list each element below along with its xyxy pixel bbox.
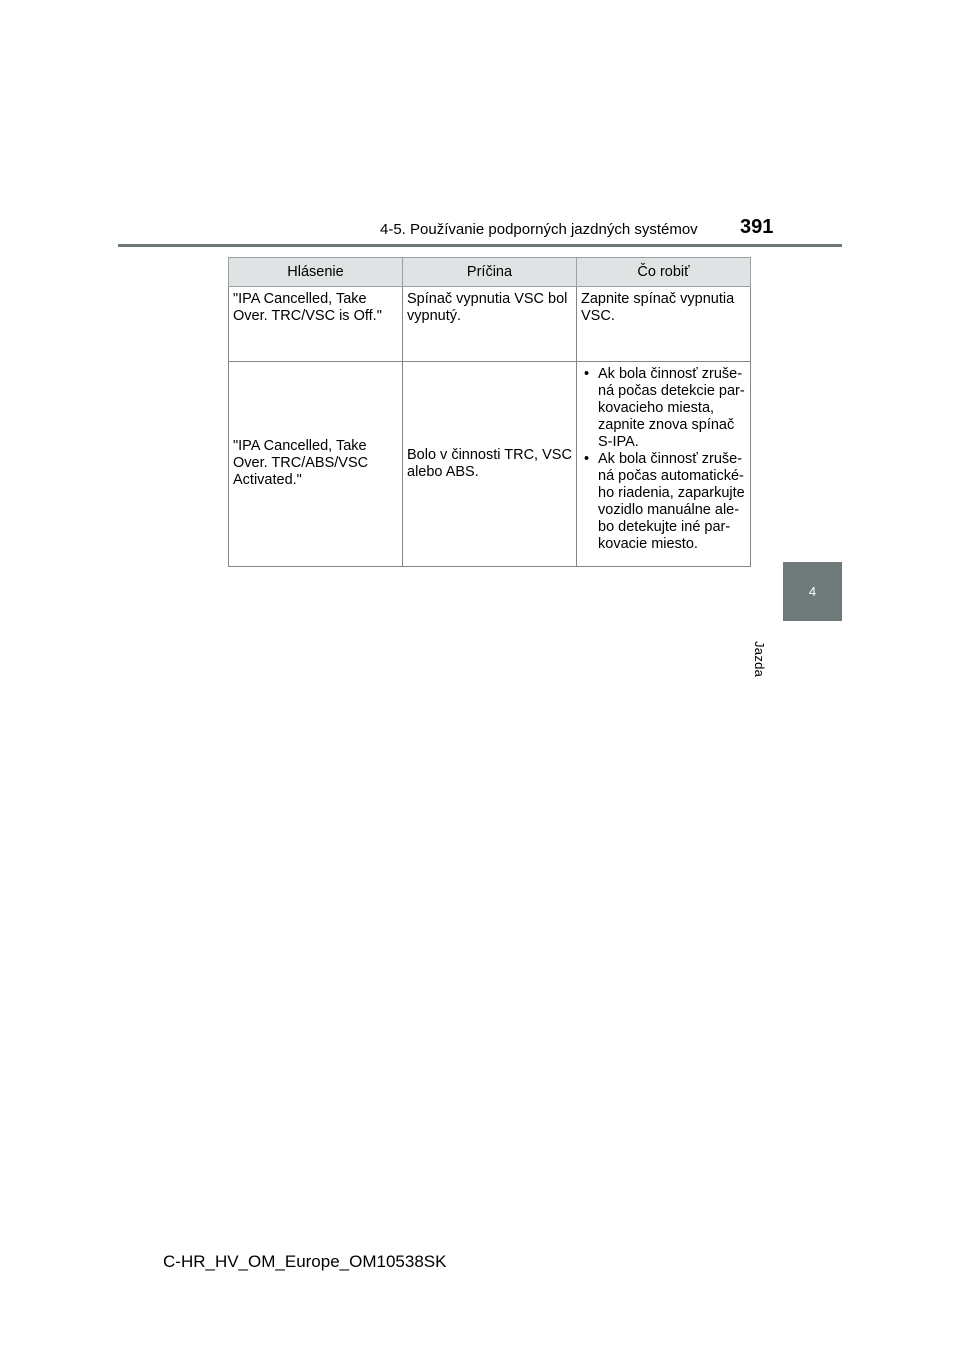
header-divider <box>118 244 842 247</box>
chapter-tab <box>783 562 842 621</box>
table-row <box>229 287 751 362</box>
table-row <box>229 362 751 567</box>
cause-cell: Bolo v činnosti TRC, VSC alebo ABS. <box>403 362 577 567</box>
chapter-label: Jazda <box>752 641 767 678</box>
message-table <box>228 257 751 567</box>
page-number: 391 <box>740 216 774 238</box>
chapter-number: 4 <box>808 584 817 599</box>
action-list <box>581 366 747 553</box>
section-title: 4-5. Používanie podporných jazdných systémov <box>380 221 698 238</box>
document-code: C-HR_HV_OM_Europe_OM10538SK <box>163 1252 447 1271</box>
message-cell: "IPA Cancelled, Take Over. TRC/VSC is Off." <box>229 287 403 362</box>
list-item: • Ak bola činnosť zruše-ná počas detekcie par-kovacieho miesta, zapnite znova spínač S-IPA. <box>581 366 747 451</box>
table-header-row <box>229 258 751 287</box>
action-cell <box>577 362 751 567</box>
column-header-message: Hlásenie <box>229 258 403 287</box>
list-item: • Ak bola činnosť zruše-ná počas automatické-ho riadenia, zaparkujte vozidlo manuálne ale-bo detekujte iné par-kovacie miesto. <box>581 451 747 553</box>
cause-cell: Spínač vypnutia VSC bol vypnutý. <box>403 287 577 362</box>
column-header-action: Čo robiť <box>577 258 751 287</box>
action-cell: Zapnite spínač vypnutia VSC. <box>577 287 751 362</box>
column-header-cause: Príčina <box>403 258 577 287</box>
message-cell: "IPA Cancelled, Take Over. TRC/ABS/VSC Activated." <box>229 362 403 567</box>
